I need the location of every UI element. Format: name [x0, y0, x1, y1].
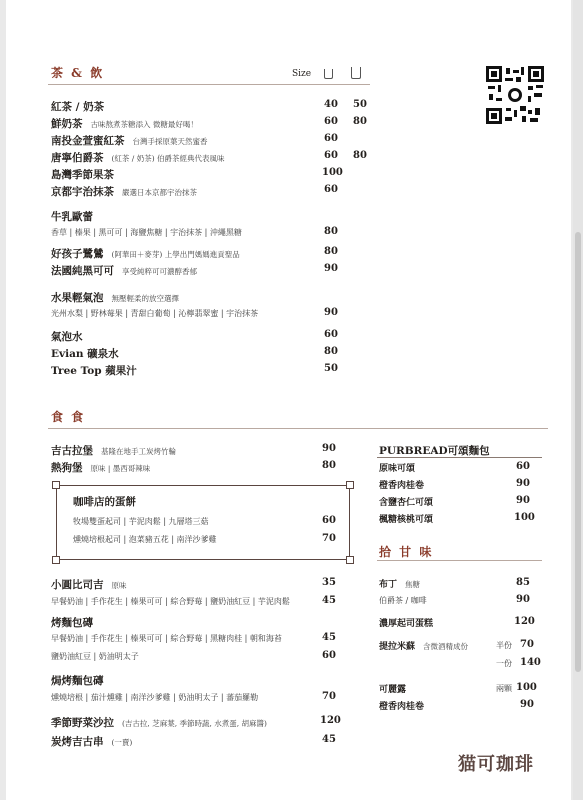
food-item: 烤麵包磚	[51, 617, 93, 629]
food-item: 炭烤吉古串 (一賣)	[51, 736, 133, 748]
drink-price-small: 50	[324, 363, 338, 374]
dessert-price: 90	[520, 699, 534, 710]
drink-price-small: 60	[324, 150, 338, 161]
drink-item: 紅茶 / 奶茶	[51, 101, 105, 113]
food-price: 70	[322, 691, 336, 702]
food-item: 小圓比司吉 原味	[51, 579, 127, 591]
food-section-title: 食 食	[51, 410, 86, 424]
drink-item: 南投金萱蜜紅茶 台灣手採原葉天然蜜香	[51, 135, 208, 147]
bread-price: 100	[514, 512, 535, 523]
drink-price-small: 100	[322, 167, 343, 178]
food-price: 70	[322, 533, 336, 544]
bread-divider	[377, 457, 542, 458]
egg-crepe-options: 牧場雙蛋起司 | 芋泥肉鬆 | 九層塔三菇	[73, 517, 209, 526]
scrollbar-thumb[interactable]	[575, 232, 581, 672]
scrollbar[interactable]	[573, 0, 583, 800]
food-price: 45	[322, 595, 336, 606]
dessert-price: 85	[516, 577, 530, 588]
bread-item: 橙香肉桂卷	[379, 481, 425, 491]
food-price: 60	[322, 515, 336, 526]
drink-price-small: 80	[324, 226, 338, 237]
drink-item: 鮮奶茶 古味熬煮茶糖添入 微糖最好喝！	[51, 118, 198, 130]
food-price: 80	[322, 460, 336, 471]
drink-options: 光州水梨 | 野林莓果 | 青甜白葡萄 | 沁檸翡翠蜜 | 宇治抹茶	[51, 309, 259, 318]
food-item: 吉古拉堡 基隆在地手工炭烤竹輪	[51, 445, 176, 457]
dessert-item: 布丁 焦糖	[379, 580, 421, 590]
dessert-price: 70	[520, 639, 534, 650]
dessert-price: 140	[520, 657, 541, 668]
cafe-signature: 猫可珈琲	[458, 754, 534, 775]
drink-item: 水果輕氣泡 無壓輕柔的放空選擇	[51, 292, 179, 304]
bread-price: 90	[516, 478, 530, 489]
size-label: Size	[292, 69, 312, 79]
dessert-item: 伯爵茶 / 咖啡	[379, 596, 427, 605]
food-item: 焗烤麵包磚	[51, 675, 104, 687]
drink-price-small: 90	[324, 307, 338, 318]
drink-item: 牛乳歐蕾	[51, 211, 93, 223]
drink-price-small: 80	[324, 346, 338, 357]
food-price: 60	[322, 650, 336, 661]
food-price: 120	[320, 715, 341, 726]
dessert-price: 90	[516, 594, 530, 605]
portion-label: 半份	[496, 641, 512, 650]
drink-price-large: 80	[353, 150, 367, 161]
drink-options: 香草 | 榛果 | 黑可可 | 海鹽焦糖 | 宇治抹茶 | 沖繩黑糖	[51, 228, 242, 237]
bread-price: 90	[516, 495, 530, 506]
portion-label: 兩顆	[496, 684, 512, 693]
drink-price-small: 90	[324, 263, 338, 274]
drink-item: 島灣季節果茶	[51, 169, 114, 181]
drink-price-small: 60	[324, 133, 338, 144]
bread-price: 60	[516, 461, 530, 472]
bread-item: 含鹽杏仁可頌	[379, 498, 434, 508]
food-options: 早餐奶油 | 手作花生 | 榛果可可 | 綜合野莓 | 黑糖肉桂 | 朝和海苔	[51, 634, 282, 643]
food-options: 鹽奶油紅豆 | 奶油明太子	[51, 652, 139, 661]
drink-price-small: 60	[324, 116, 338, 127]
drink-item: Tree Top 蘋果汁	[51, 365, 137, 377]
dessert-price: 100	[516, 682, 537, 693]
large-cup-icon	[351, 67, 361, 79]
drink-price-small: 40	[324, 99, 338, 110]
drink-item: 唐寧伯爵茶 (紅茶 / 奶茶) 伯爵茶經典代表風味	[51, 152, 225, 164]
food-options: 燻燒培根 | 茄汁燻雞 | 南洋沙爹雞 | 奶油明太子 | 蕃茄羅勒	[51, 693, 259, 702]
bread-item: 楓糖核桃可頌	[379, 515, 434, 525]
drink-price-small: 80	[324, 246, 338, 257]
qr-code	[486, 66, 544, 124]
small-cup-icon	[324, 69, 333, 79]
portion-label: 一份	[496, 659, 512, 668]
drink-price-large: 50	[353, 99, 367, 110]
dessert-item: 提拉米蘇 含微酒精成份	[379, 642, 469, 652]
menu-page	[6, 0, 571, 800]
drink-item: 法國純黑可可 享受純粹可可濃醇香郁	[51, 265, 197, 277]
dessert-item: 可麗露	[379, 685, 407, 695]
drinks-divider	[48, 84, 370, 85]
food-price: 45	[322, 734, 336, 745]
food-price: 35	[322, 577, 336, 588]
food-options: 早餐奶油 | 手作花生 | 榛果可可 | 綜合野莓 | 鹽奶油紅豆 | 芋泥肉鬆	[51, 597, 290, 606]
dessert-price: 120	[514, 616, 535, 627]
dessert-item: 濃厚起司蛋糕	[379, 619, 434, 629]
food-price: 45	[322, 632, 336, 643]
bread-item: 原味可頌	[379, 464, 416, 474]
drink-item: 京都宇治抹茶 嚴選日本京都宇治抹茶	[51, 186, 197, 198]
food-price: 90	[322, 443, 336, 454]
bread-section-title: PURBREAD可頌麵包	[379, 445, 490, 457]
egg-crepe-title: 咖啡店的蛋餅	[73, 496, 136, 508]
dessert-item: 橙香肉桂卷	[379, 702, 425, 712]
dessert-section-title: 拾 甘 味	[379, 545, 434, 559]
egg-crepe-options: 燻燒培根起司 | 泡菜豬五花 | 南洋沙爹雞	[73, 535, 217, 544]
drink-item: Evian 礦泉水	[51, 348, 119, 360]
drink-price-small: 60	[324, 329, 338, 340]
drinks-section-title: 茶 & 飲	[51, 66, 105, 80]
drink-item: 好孩子鷺鷥 (阿華田＋麥芽) 上學出門媽媽進貢聖品	[51, 248, 240, 260]
food-divider	[48, 428, 548, 429]
drink-item: 氣泡水	[51, 331, 83, 343]
drink-price-large: 80	[353, 116, 367, 127]
food-item: 熱狗堡 原味 | 墨西哥辣味	[51, 462, 151, 474]
food-item: 季節野菜沙拉 (吉古拉, 芝麻葉, 季節時蔬, 水煮蛋, 胡麻醬)	[51, 717, 267, 729]
dessert-divider	[377, 560, 542, 561]
drink-price-small: 60	[324, 184, 338, 195]
